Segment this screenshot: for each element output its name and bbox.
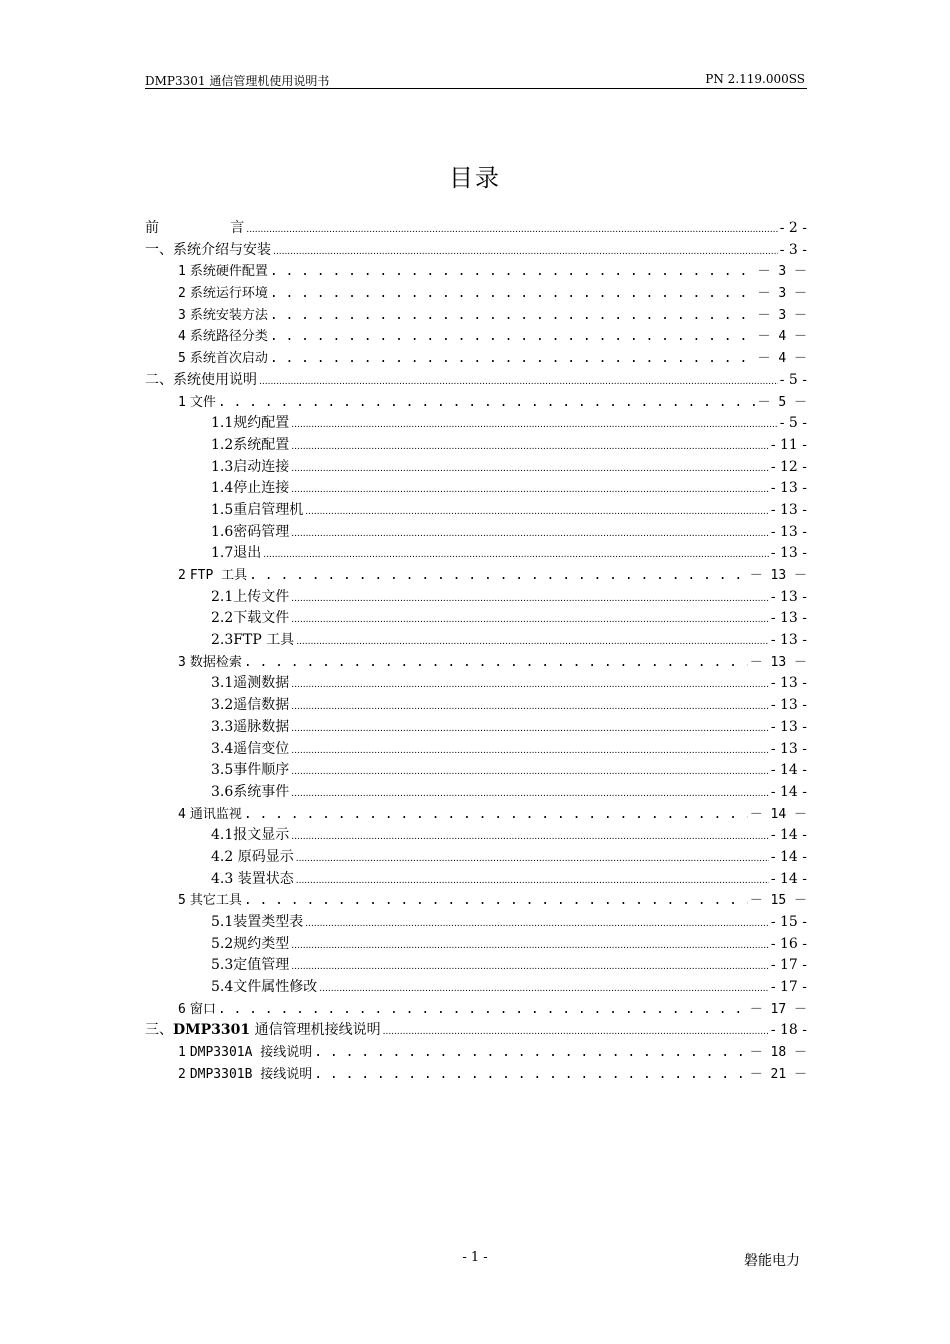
- toc-entry[interactable]: [145, 977, 807, 999]
- toc-entry-page: - 14 -: [770, 783, 807, 800]
- toc-entry[interactable]: [145, 869, 807, 891]
- toc-entry-label: 装置状态: [233, 870, 294, 887]
- toc-entry-page: － 13 －: [749, 654, 807, 670]
- toc-dot-leader: [291, 673, 769, 695]
- toc-entry-label: FTP 工具: [233, 632, 295, 649]
- toc-entry-label: 系统硬件配置: [189, 264, 268, 280]
- toc-entry-page: － 15 －: [749, 893, 807, 909]
- toc-entry-label: DMP3301B 接线说明: [189, 1066, 313, 1082]
- company-name: 磐能电力: [744, 1253, 800, 1269]
- toc-entry-number: 5.4: [211, 979, 234, 996]
- toc-entry-label: 遥信数据: [233, 697, 290, 714]
- toc-entry-page: - 2 -: [779, 220, 807, 236]
- toc-entry-number: 2.1: [211, 588, 234, 605]
- toc-entry-number: 1: [178, 394, 186, 410]
- toc-entry-number: 1.6: [211, 523, 234, 540]
- toc-entry-page: - 13 -: [770, 632, 807, 649]
- toc-entry-label: 定值管理: [233, 957, 290, 974]
- page-number: - 1 -: [462, 1250, 488, 1265]
- toc-entry-label: 文件: [189, 394, 216, 410]
- toc-dot-leader: [291, 739, 769, 761]
- toc-dot-leader: [244, 652, 748, 674]
- toc-dot-leader: [291, 435, 769, 457]
- toc-entry-label: 遥测数据: [233, 675, 290, 692]
- toc-entry-page: － 13 －: [749, 568, 807, 583]
- toc-entry-label: 系统介绍与安装: [173, 241, 271, 258]
- toc-dot-leader: [246, 218, 778, 240]
- toc-entry-label: 其它工具: [189, 893, 242, 909]
- toc-entry[interactable]: [145, 348, 807, 370]
- toc-entry-number: 3: [178, 307, 186, 323]
- toc-entry-page: - 13 -: [770, 675, 807, 692]
- toc-entry-label: 事件顺序: [233, 762, 290, 779]
- toc-entry-page: - 13 -: [770, 718, 807, 735]
- toc-entry-page: - 13 -: [770, 523, 807, 540]
- toc-entry-page: - 14 -: [770, 827, 807, 844]
- toc-entry-page: - 14 -: [770, 762, 807, 779]
- toc-entry-page: - 13 -: [770, 588, 807, 605]
- toc-entry-label: 下载文件: [233, 610, 290, 627]
- part-number: PN 2.119.000SS: [705, 72, 805, 86]
- toc-entry[interactable]: [145, 847, 807, 869]
- toc-entry-number: 3.2: [211, 697, 234, 714]
- page-header: [145, 70, 807, 89]
- toc-entry[interactable]: [145, 760, 807, 782]
- toc-entry-page: - 17 -: [770, 979, 807, 996]
- toc-dot-leader: [296, 630, 769, 652]
- toc-entry[interactable]: [145, 565, 807, 587]
- toc-entry[interactable]: [145, 587, 807, 609]
- toc-dot-leader: [249, 565, 748, 587]
- toc-dot-leader: [296, 847, 769, 869]
- toc-entry-number: 1.2: [211, 436, 234, 453]
- toc-entry-number: 二、: [145, 371, 173, 388]
- toc-entry-number: 3.6: [211, 783, 234, 800]
- toc-entry-number: 2: [178, 1066, 186, 1082]
- toc-entry-number: 1.1: [211, 415, 234, 432]
- toc-dot-leader: [259, 370, 778, 392]
- toc-entry-page: － 18 －: [749, 1045, 807, 1061]
- toc-entry-label: 启动连接: [233, 458, 290, 475]
- toc-entry[interactable]: [145, 695, 807, 717]
- toc-entry-label: DMP3301A 接线说明: [189, 1045, 313, 1061]
- toc-entry[interactable]: [145, 739, 807, 761]
- toc-entry-number: 4.2: [211, 848, 234, 865]
- toc-dot-leader: [319, 977, 769, 999]
- toc-entry-label: 系统路径分类: [189, 329, 268, 345]
- toc-entry[interactable]: [145, 392, 807, 414]
- toc-entry-number: 1.5: [211, 501, 234, 518]
- toc-entry-page: - 12 -: [770, 458, 807, 475]
- toc-entry-number: 1.3: [211, 458, 234, 475]
- toc-entry-page: - 5 -: [779, 371, 807, 388]
- toc-dot-leader: [291, 782, 769, 804]
- toc-entry-label: FTP 工具: [189, 568, 248, 583]
- toc-entry-label: 系统运行环境: [189, 286, 268, 302]
- toc-entry[interactable]: [145, 652, 807, 674]
- toc-entry-label: 规约类型: [233, 935, 290, 952]
- toc-dot-leader: [305, 500, 769, 522]
- toc-entry-page: - 13 -: [770, 740, 807, 757]
- toc-entry[interactable]: [145, 1020, 807, 1042]
- toc-entry-number: 3.4: [211, 740, 234, 757]
- toc-dot-leader: [383, 1020, 769, 1042]
- toc-entry[interactable]: [145, 673, 807, 695]
- toc-entry-number: 6: [178, 1001, 186, 1017]
- toc-entry-page: - 5 -: [779, 415, 807, 432]
- toc-entry[interactable]: [145, 782, 807, 804]
- toc-entry[interactable]: [145, 1042, 807, 1064]
- toc-entry-page: - 16 -: [770, 935, 807, 952]
- toc-entry-label: 装置类型表: [233, 914, 304, 930]
- toc-entry[interactable]: [145, 283, 807, 305]
- toc-dot-leader: [291, 717, 769, 739]
- toc-dot-leader: [296, 869, 769, 891]
- toc-entry-label: 系统配置: [233, 436, 290, 453]
- toc-dot-leader: [263, 543, 769, 565]
- toc-entry-page: - 17 -: [770, 957, 807, 974]
- toc-entry-number: 4.3: [211, 870, 234, 887]
- toc-entry-number: 2: [178, 286, 186, 302]
- toc-entry-number: 三、: [145, 1022, 173, 1039]
- toc-entry-number: 4.1: [211, 827, 234, 844]
- toc-dot-leader: [218, 999, 748, 1021]
- toc-entry[interactable]: [145, 630, 807, 652]
- toc-dot-leader: [244, 890, 748, 912]
- toc-entry-number: 4: [178, 329, 186, 345]
- toc-entry-number: 3.5: [211, 762, 234, 779]
- toc-entry[interactable]: [145, 934, 807, 956]
- toc-entry-number: 3.3: [211, 718, 234, 735]
- toc-entry-page: - 13 -: [770, 501, 807, 518]
- toc-entry-label: 停止连接: [233, 480, 290, 497]
- toc-entry-page: － 4 －: [757, 329, 807, 345]
- page-title: 目录: [449, 164, 501, 192]
- toc-entry-label: 遥脉数据: [233, 718, 290, 735]
- toc-dot-leader: [305, 912, 769, 934]
- toc-dot-leader: [291, 413, 777, 435]
- toc-dot-leader: [270, 348, 756, 370]
- toc-entry-number: 5.1: [211, 914, 234, 930]
- toc-entry-label: 遥信变位: [233, 740, 290, 757]
- table-of-contents: [145, 218, 807, 1086]
- toc-entry-page: － 21 －: [749, 1066, 807, 1082]
- toc-entry-number: 3: [178, 654, 186, 670]
- toc-entry[interactable]: [145, 543, 807, 565]
- toc-entry-page: － 14 －: [749, 806, 807, 822]
- toc-entry-number: 5.2: [211, 935, 234, 952]
- toc-entry[interactable]: [145, 261, 807, 283]
- toc-entry-label: 上传文件: [233, 588, 290, 605]
- toc-entry-label: 窗口: [189, 1001, 216, 1017]
- toc-entry-page: - 13 -: [770, 480, 807, 497]
- toc-dot-leader: [291, 608, 769, 630]
- toc-dot-leader: [244, 804, 748, 826]
- toc-entry[interactable]: [145, 413, 807, 435]
- toc-entry-label: 系统使用说明: [173, 371, 257, 388]
- toc-dot-leader: [291, 587, 769, 609]
- toc-entry[interactable]: [145, 457, 807, 479]
- toc-dot-leader: [291, 478, 769, 500]
- toc-entry-page: － 5 －: [757, 394, 807, 410]
- toc-entry-label: 前 言: [145, 220, 245, 236]
- toc-entry-page: - 15 -: [770, 914, 807, 930]
- toc-entry-number: 1: [178, 264, 186, 280]
- toc-dot-leader: [273, 240, 778, 262]
- toc-entry-label: 重启管理机: [233, 501, 304, 518]
- toc-entry[interactable]: [145, 435, 807, 457]
- toc-entry-number: 5: [178, 893, 186, 909]
- toc-entry-label-bold: DMP3301: [173, 1022, 251, 1039]
- toc-entry-label: 规约配置: [233, 415, 290, 432]
- toc-entry-page: － 3 －: [757, 264, 807, 280]
- toc-entry-label: 数据检索: [189, 654, 242, 670]
- toc-entry[interactable]: [145, 912, 807, 934]
- toc-dot-leader: [314, 1042, 747, 1064]
- toc-entry-page: － 3 －: [757, 307, 807, 323]
- toc-entry-label: 文件属性修改: [233, 979, 318, 996]
- toc-entry-label: 系统事件: [233, 783, 290, 800]
- toc-entry-page: - 13 -: [770, 545, 807, 562]
- toc-entry-number: 2: [178, 568, 186, 583]
- toc-entry-label: 报文显示: [233, 827, 290, 844]
- toc-dot-leader: [270, 261, 756, 283]
- toc-entry-number: 2.2: [211, 610, 234, 627]
- toc-entry[interactable]: [145, 999, 807, 1021]
- toc-entry-label: 退出: [233, 545, 262, 562]
- toc-entry[interactable]: [145, 305, 807, 327]
- toc-entry[interactable]: [145, 478, 807, 500]
- toc-dot-leader: [291, 457, 769, 479]
- toc-entry-label: 系统安装方法: [189, 307, 268, 323]
- document-title-header: DMP3301 通信管理机使用说明书: [145, 74, 330, 88]
- toc-dot-leader: [291, 695, 769, 717]
- toc-entry-page: - 14 -: [770, 848, 807, 865]
- toc-entry[interactable]: [145, 825, 807, 847]
- toc-entry-number: 5.3: [211, 957, 234, 974]
- toc-entry[interactable]: [145, 955, 807, 977]
- toc-entry-page: - 13 -: [770, 697, 807, 714]
- toc-dot-leader: [270, 305, 756, 327]
- toc-dot-leader: [291, 760, 769, 782]
- toc-entry[interactable]: [145, 326, 807, 348]
- toc-entry-page: － 3 －: [757, 286, 807, 302]
- toc-entry[interactable]: [145, 717, 807, 739]
- toc-entry-page: － 17 －: [749, 1001, 807, 1017]
- toc-dot-leader: [291, 825, 769, 847]
- toc-entry[interactable]: [145, 522, 807, 544]
- toc-entry-label: 原码显示: [233, 848, 294, 865]
- toc-entry-label-rest: 通信管理机接线说明: [250, 1022, 381, 1039]
- toc-entry[interactable]: [145, 804, 807, 826]
- toc-entry[interactable]: [145, 1064, 807, 1086]
- toc-entry[interactable]: [145, 218, 807, 240]
- toc-dot-leader: [291, 955, 769, 977]
- toc-entry-page: - 3 -: [779, 241, 807, 258]
- toc-entry-label: 密码管理: [233, 523, 290, 540]
- toc-dot-leader: [291, 934, 769, 956]
- toc-dot-leader: [270, 326, 756, 348]
- toc-entry-number: 1: [178, 1045, 186, 1061]
- toc-entry-number: 5: [178, 351, 186, 367]
- toc-entry-number: 3.1: [211, 675, 234, 692]
- toc-entry-number: 4: [178, 806, 186, 822]
- toc-entry-label: 系统首次启动: [189, 351, 268, 367]
- toc-entry-page: - 11 -: [770, 436, 807, 453]
- toc-entry-page: － 4 －: [757, 351, 807, 367]
- toc-entry-label: [173, 1020, 381, 1042]
- toc-entry-number: 1.4: [211, 480, 234, 497]
- toc-entry-number: 一、: [145, 241, 173, 258]
- toc-dot-leader: [270, 283, 756, 305]
- toc-entry-page: - 14 -: [770, 870, 807, 887]
- toc-entry[interactable]: [145, 890, 807, 912]
- toc-entry[interactable]: [145, 608, 807, 630]
- toc-entry-number: 1.7: [211, 545, 234, 562]
- toc-dot-leader: [218, 392, 756, 414]
- toc-entry[interactable]: [145, 370, 807, 392]
- toc-entry[interactable]: [145, 500, 807, 522]
- toc-entry-page: - 18 -: [770, 1022, 807, 1039]
- toc-entry-label: 通讯监视: [189, 806, 242, 822]
- toc-entry[interactable]: [145, 240, 807, 262]
- toc-dot-leader: [291, 522, 769, 544]
- toc-entry-page: - 13 -: [770, 610, 807, 627]
- toc-dot-leader: [314, 1064, 747, 1086]
- toc-entry-number: 2.3: [211, 632, 234, 649]
